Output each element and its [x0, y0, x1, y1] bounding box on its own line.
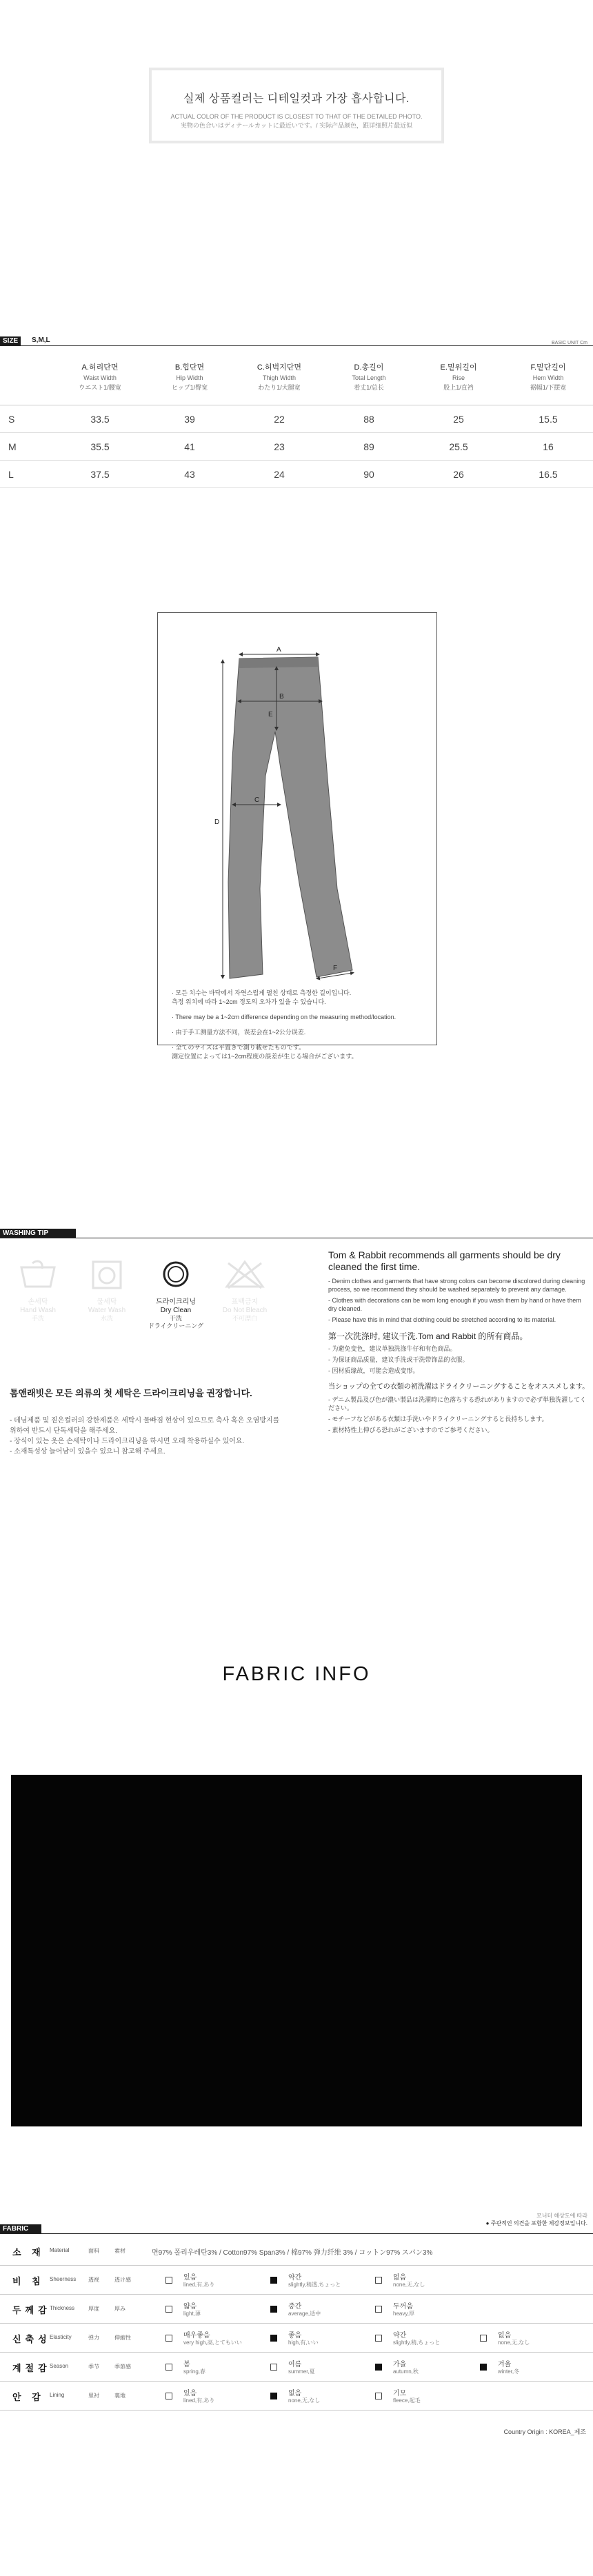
pants-illustration [158, 613, 438, 985]
dry-clean-icon: 드라이크리닝 Dry Clean 干洗 ドライクリーニング [145, 1259, 207, 1330]
washing-heading-ko: 톰앤래빗은 모든 의류의 첫 세탁은 드라이크리닝을 권장합니다. [10, 1388, 252, 1398]
col-hem: F.밑단길이 Hem Width 裾幅1/下摆宽 [530, 363, 567, 391]
table-row: S 33.5 39 22 88 25 15.5 [0, 405, 593, 433]
fabric-row-elasticity: 신축성 Elasticity 弹力 伸縮性 매우좋음 very high,高,とてもいい 좋음 high,有,いい 약간 slightly,稍,ちょっと 없음 none,无,なし [0, 2324, 593, 2353]
water-wash-icon: 물세탁 Water Wash 水洗 [76, 1259, 138, 1322]
fabric-row-thickness: 두께감 Thickness 厚度 厚み 얇음 light,薄 중간 average,适中 두꺼움 heavy,厚 [0, 2295, 593, 2324]
fabric-row-season: 계절감 Season 季节 季節感 봄 spring,春 여름 summer,夏 가을 autumn,秋 겨울 winter,冬 [0, 2353, 593, 2382]
fabric-table [0, 2237, 593, 2411]
notice-english: ACTUAL COLOR OF THE PRODUCT IS CLOSEST TO THAT OF THE DETAILED PHOTO. [170, 113, 423, 120]
size-section-bar [0, 336, 593, 346]
label-e: E [268, 711, 273, 718]
washing-icons [7, 1259, 310, 1342]
fabric-row-lining: 안 감 Lining 里衬 裏地 있음 lined,有,あり 없음 none,无,なし 기모 fleece,起毛 [0, 2382, 593, 2411]
fabric-photo [11, 1775, 582, 2126]
washing-section-bar [0, 1229, 593, 1238]
fabric-row-material: 소 재 Material 面料 素材 면97% 폴리우레탄3% / Cotton97% Span3% / 棉97% 弹力纤维 3% / コットン97% スパン3% [0, 2237, 593, 2266]
fabric-row-sheerness: 비 침 Sheerness 透视 透け感 있음 lined,有,あり 약간 slightly,稍透,ちょっと 없음 none,无,なし [0, 2266, 593, 2295]
washing-notes-korean: 톰앤래빗은 모든 의류의 첫 세탁은 드라이크리닝을 권장합니다. - 데님제품 및 짙은컬러의 강한제품은 세탁시 물빠짐 현상이 있으므로 축사 혹은 오염방지를 위하여 반드시 단독세탁을 해주세요. - 장식이 있는 옷은 손세탁이나 드라이크리닝을 하시면 오래 착용하실수 있어요. - 소재특성상 늘어남이 있을수 있으니 참고해 주세요. [10, 1386, 306, 1457]
washing-heading-en: Tom & Rabbit recommends all garments should be dry cleaned the first time. [328, 1249, 561, 1272]
size-tab: SIZE [0, 336, 21, 346]
fabric-tab: FABRIC [0, 2224, 41, 2234]
color-notice-box [149, 68, 444, 143]
notice-japanese: 実物の色合いはディテールカットに最近いです。/ 实际产品颜色，跟详细照片最近似 [180, 122, 413, 129]
washing-heading-cn: 第一次洗涤时, 建议干洗.Tom and Rabbit 的所有商品。 [328, 1331, 528, 1341]
col-rise: E.밑위길이 Rise 股上1/直裆 [440, 363, 477, 391]
table-row: L 37.5 43 24 90 26 16.5 [0, 461, 593, 488]
label-f: F [333, 965, 338, 972]
fabric-note: 모니터 해상도에 따라 ● 주관적인 의견을 포함한 체감정보입니다. [485, 2213, 587, 2226]
unit-label: BASIC UNIT Cm [552, 341, 587, 345]
label-d: D [214, 818, 220, 826]
size-table-header [0, 352, 593, 405]
washing-tab: WASHING TIP [0, 1229, 76, 1238]
label-a: A [277, 646, 281, 654]
label-c: C [254, 796, 260, 804]
col-length: D.총길이 Total Length 着丈1/总长 [352, 363, 386, 391]
col-hip: B.힙단면 Hip Width ヒップ1/臀宽 [171, 363, 208, 391]
no-bleach-icon: 표백금지 Do Not Bleach 不可漂白 [214, 1259, 276, 1322]
size-list: S,M,L [32, 336, 50, 344]
country-origin: Country Origin : KOREA_제조 [503, 2428, 586, 2435]
col-waist: A.허리단면 Waist Width ウエスト1/腰宽 [79, 363, 121, 391]
washing-notes-right: Tom & Rabbit recommends all garments should be dry cleaned the first time. - Denim clothes and garments that have strong colors can become discolored during cleaning process, so we recommend they should be washed separately to prevent any damage. - Clothes with decorations can be worn long enough if you wash them by hand or have them dry cleaned. - Please have this in mind that clothing could be stretched according to its material. 第一次洗涤时, 建议干洗.Tom and Rabbit 的所有商品。 - 为避免变色，建议单独洗涤牛仔和有色商品。 - 为保证商品质量，建议手洗或干洗带饰品的衣服。 - 因材质缘故，可能会造成变形。 当ショップの全ての衣類の初洗濯はドライクリーニングすることをオススメします。 - デニム製品及び色が濃い製品は洗濯時に色落ちする恐れがありますので必ず単独洗濯してください。 - モチーフなどがある衣類は手洗いやドライクリーニングすると長持ちします。 - 素材特性上伸びる恐れがございますのでご参考ください。 [328, 1249, 590, 1433]
notice-title: 실제 상품컬러는 디테일컷과 가장 흡사합니다. [183, 93, 410, 105]
table-row: M 35.5 41 23 89 25.5 16 [0, 433, 593, 461]
hand-wash-icon: 손세탁 Hand Wash 手洗 [7, 1259, 69, 1322]
col-thigh: C.허벅지단면 Thigh Width わたり1/大腿宽 [257, 363, 302, 391]
measuring-diagram [157, 612, 437, 1060]
size-table [0, 352, 593, 488]
washing-heading-jp: 当ショップの全ての衣類の初洗濯はドライクリーニングすることをオススメします。 [328, 1383, 590, 1391]
fabric-info-title: FABRIC INFO [222, 1663, 371, 1685]
measuring-notes: · 모든 치수는 바닥에서 자연스럽게 펼친 상태로 측정한 길이입니다. 측정 위치에 따라 1~2cm 정도의 오차가 있을 수 있습니다. · There may be a 1~2cm difference depending on the measuring method/location. · 由于手工测量方法不同，误差会在1~2公分误差. · 全てのサイズは平置きで測り載せたものです。 測定位置によっては1~2cm程度の誤差が生じる場合がございます。 [172, 989, 396, 1060]
label-b: B [279, 693, 284, 701]
material-value: 면97% 폴리우레탄3% / Cotton97% Span3% / 棉97% 弹力纤维 3% / コットン97% スパン3% [152, 2249, 433, 2257]
